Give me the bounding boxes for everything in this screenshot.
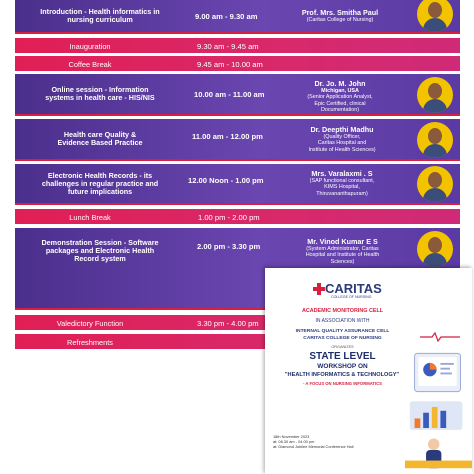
session-topic: Health care Quality & Evidence Based Practice	[57, 130, 143, 147]
speaker-name: Mr. Vinod Kumar E S	[307, 237, 378, 246]
session-topic: Introduction - Health informatics in nursing curriculum	[40, 7, 160, 24]
schedule-row	[15, 38, 460, 53]
speaker-name: Dr. Deepthi Madhu	[310, 125, 374, 134]
speaker: Mr. Vinod Kumar E S (System Administrator, Caritas Hospital and Institute of Health Sciences)	[285, 237, 400, 265]
speaker-designation: (Caritas College of Nursing)	[306, 17, 374, 23]
workshop-time: at: 08.30 am - 04.00 pm	[273, 439, 315, 444]
informatics-illustration	[405, 338, 472, 474]
brand-subtitle: COLLEGE OF NURSING	[331, 295, 372, 299]
session-label: Lunch Break	[69, 213, 111, 222]
session-topic: Online session - Information systems in health care - HIS/NIS	[45, 85, 155, 102]
speaker-photo	[417, 0, 453, 32]
session-time: 1.00 pm - 2.00 pm	[198, 213, 260, 222]
session-topic: Demonstration Session - Software packages and Electronic Health Record system	[41, 238, 159, 263]
session-time: 12.00 Noon - 1.00 pm	[188, 176, 264, 185]
session-label: Refreshments	[66, 338, 113, 347]
speaker: Dr. Jo. M. John Michigan, USA (Senior Application Analyst, Epic Certified, clinical Documentation)	[290, 79, 390, 113]
association-text: IN ASSOCIATION WITH	[315, 318, 370, 324]
workshop-heading: WORKSHOP ON	[317, 363, 368, 370]
session-time: 2.00 pm - 3.30 pm	[197, 242, 261, 251]
session-time: 9.00 am - 9.30 am	[195, 12, 258, 21]
speaker: Dr. Deepthi Madhu (Quality Officer, Caritas Hospital and Institute of Health Sciences)	[287, 125, 397, 153]
speaker	[285, 8, 395, 23]
speaker-photo	[417, 166, 453, 202]
speaker-name: Prof. Mrs. Smitha Paul	[301, 8, 379, 17]
workshop-focus: - A FOCUS ON NURSING INFORMATICS	[303, 381, 382, 386]
college-name: CARITAS COLLEGE OF NURSING	[303, 336, 382, 341]
schedule-row	[15, 164, 460, 205]
session-time: 3.30 pm - 4.00 pm	[197, 319, 259, 328]
schedule-row	[15, 74, 460, 116]
iqac-name: INTERNAL QUALITY ASSURANCE CELL	[295, 329, 390, 334]
session-time: 11.00 am - 12.00 pm	[192, 132, 263, 141]
session-time: 9.45 am - 10.00 am	[197, 60, 263, 69]
workshop-venue: at: Diamond Jubilee Memorial Conference Hall	[273, 444, 354, 449]
workshop-date: 18th November 2023	[273, 434, 310, 439]
brand-name: CARITAS	[325, 281, 382, 296]
speaker: Mrs. Varalaxmi . S (SAP functional consultant, KIMS Hospital, Thiruvananthapuram)	[287, 169, 397, 197]
speaker-photo	[417, 122, 453, 158]
schedule-row	[15, 209, 460, 224]
speaker-photo	[417, 231, 453, 267]
workshop-title: "HEALTH INFORMATICS & TECHNOLOGY"	[284, 372, 400, 378]
schedule-row	[15, 0, 460, 34]
session-time: 9.30 am - 9.45 am	[197, 42, 259, 51]
cell-name: ACADEMIC MONITORING CELL	[301, 308, 384, 314]
level-heading: STATE LEVEL	[309, 351, 376, 362]
workshop-flyer	[265, 268, 472, 474]
speaker-photo	[417, 77, 453, 113]
session-label: Coffee Break	[68, 60, 112, 69]
schedule-row	[15, 56, 460, 71]
heartbeat-icon	[420, 332, 460, 342]
organizes-text: ORGANIZES	[331, 345, 354, 349]
speaker-name: Mrs. Varalaxmi . S	[311, 169, 373, 178]
session-label: Inauguration	[69, 42, 111, 51]
session-topic: Electronic Health Records - its challenges in regular practice and future implications	[41, 171, 159, 196]
session-time: 10.00 am - 11.00 am	[194, 90, 265, 99]
speaker-name: Dr. Jo. M. John	[314, 79, 366, 88]
schedule-row	[15, 119, 460, 161]
session-label: Valedictory Function	[56, 319, 124, 328]
caritas-cross-icon	[313, 283, 325, 295]
